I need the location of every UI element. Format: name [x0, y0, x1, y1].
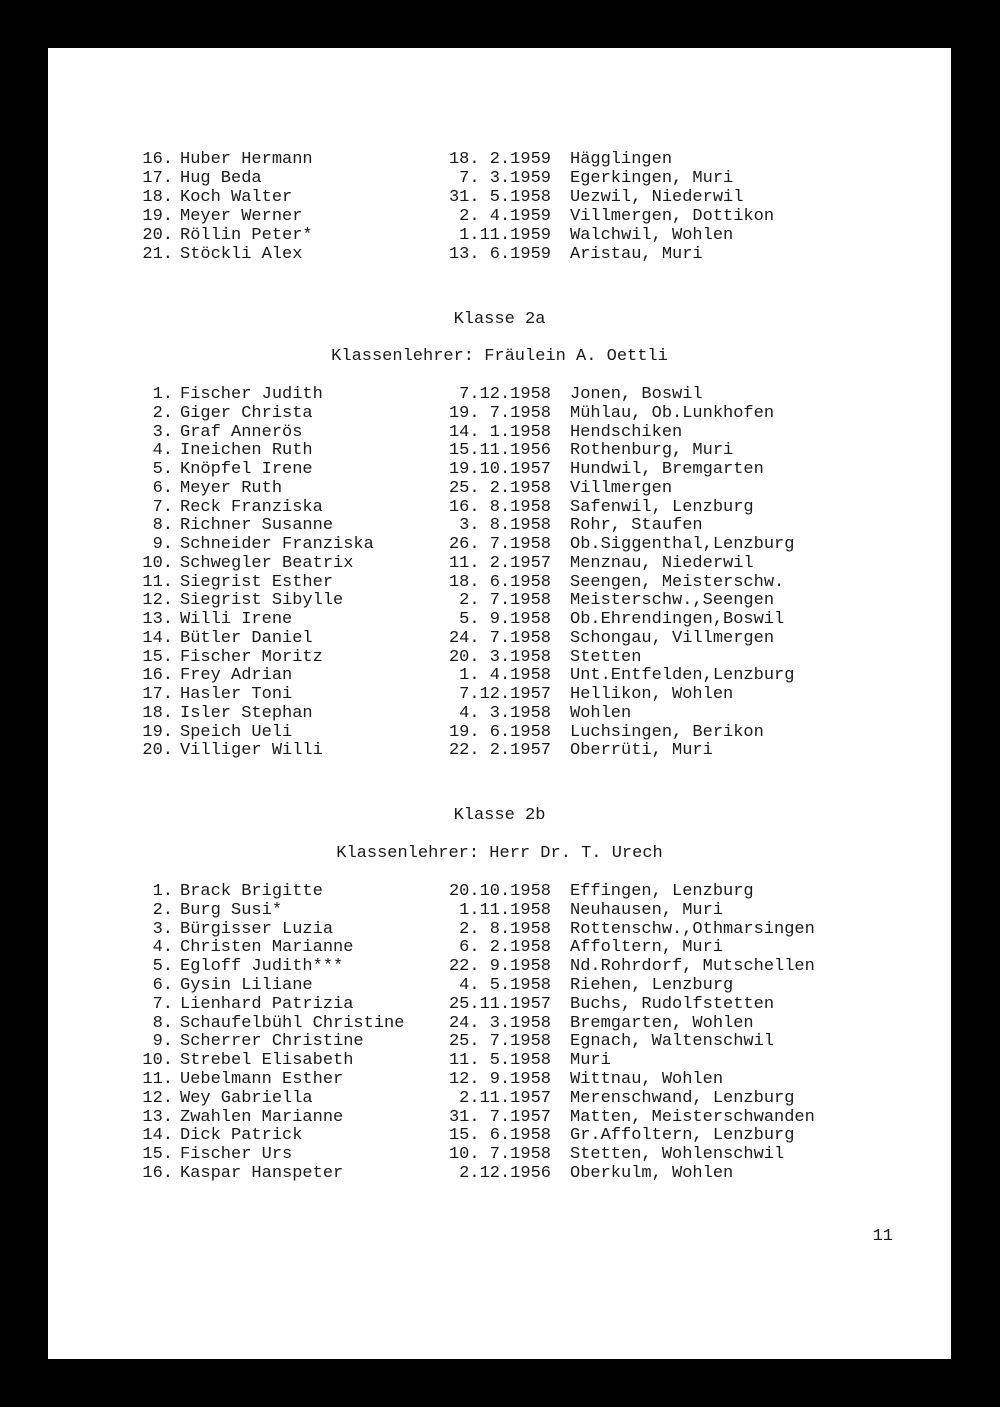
student-num: 3.: [152, 422, 173, 442]
student-date: 1.11.1958: [459, 900, 551, 920]
student-date: 19. 7.1958: [448, 403, 551, 423]
student-num: 18.: [142, 187, 173, 207]
student-name: Gysin Liliane: [180, 976, 313, 995]
student-name: Ineichen Ruth: [180, 441, 313, 461]
student-name: Meyer Werner: [180, 206, 303, 226]
student-num: 13.: [142, 1107, 173, 1127]
student-row: [48, 226, 951, 245]
student-place: Villmergen: [570, 478, 673, 498]
student-place: Muri: [570, 1051, 611, 1071]
student-place: Rottenschw.,Othmarsingen: [570, 919, 815, 939]
student-num: 8.: [152, 1013, 173, 1033]
student-row: [48, 741, 951, 760]
student-place: Jonen, Boswil: [570, 385, 703, 404]
student-name: Hasler Toni: [180, 685, 293, 705]
student-row: [48, 1108, 951, 1127]
student-date: 2. 7.1958: [459, 591, 551, 611]
student-name: Knöpfel Irene: [180, 460, 313, 480]
student-place: Nd.Rohrdorf, Mutschellen: [570, 957, 815, 977]
student-num: 19.: [142, 722, 173, 742]
student-row: [48, 150, 951, 169]
student-name: Uebelmann Esther: [180, 1070, 344, 1089]
student-row: [48, 685, 951, 704]
student-place: Aristau, Muri: [570, 244, 703, 264]
student-place: Walchwil, Wohlen: [570, 225, 734, 245]
student-date: 22. 2.1957: [448, 741, 551, 761]
student-date: 15. 6.1958: [448, 1126, 551, 1146]
student-num: 21.: [142, 244, 173, 264]
student-date: 7.12.1957: [459, 685, 551, 705]
student-name: Graf Annerös: [180, 422, 303, 442]
student-row: [48, 573, 951, 592]
student-place: Unt.Entfelden,Lenzburg: [570, 666, 795, 686]
student-date: 12. 9.1958: [448, 1070, 551, 1089]
student-date: 4. 3.1958: [459, 703, 551, 723]
student-place: Neuhausen, Muri: [570, 900, 724, 920]
student-place: Bremgarten, Wohlen: [570, 1013, 754, 1033]
student-num: 2.: [152, 900, 173, 920]
student-num: 11.: [142, 1070, 173, 1089]
student-place: Hendschiken: [570, 422, 683, 442]
student-row: [48, 610, 951, 629]
student-num: 14.: [142, 1126, 173, 1146]
student-row: [48, 245, 951, 264]
student-place: Hundwil, Bremgarten: [570, 460, 764, 480]
student-num: 18.: [142, 703, 173, 723]
student-date: 24. 3.1958: [448, 1013, 551, 1033]
student-place: Egerkingen, Muri: [570, 168, 734, 188]
student-name: Röllin Peter*: [180, 225, 313, 245]
student-num: 16.: [142, 150, 173, 169]
student-place: Uezwil, Niederwil: [570, 187, 744, 207]
student-row: [48, 1126, 951, 1145]
student-name: Villiger Willi: [180, 741, 323, 761]
student-num: 7.: [152, 994, 173, 1014]
student-place: Merenschwand, Lenzburg: [570, 1088, 795, 1108]
student-place: Oberkulm, Wohlen: [570, 1164, 734, 1183]
student-name: Schwegler Beatrix: [180, 553, 354, 573]
class-2a-teacher: Klassenlehrer: Fräulein A. Oettli: [331, 347, 668, 366]
student-name: Isler Stephan: [180, 703, 313, 723]
student-num: 4.: [152, 441, 173, 461]
student-num: 1.: [152, 385, 173, 404]
student-row: [48, 1051, 951, 1070]
student-date: 18. 2.1959: [448, 150, 551, 169]
student-name: Christen Marianne: [180, 938, 354, 958]
student-date: 5. 9.1958: [459, 610, 551, 630]
student-date: 31. 5.1958: [448, 187, 551, 207]
student-row: [48, 976, 951, 995]
student-date: 24. 7.1958: [448, 628, 551, 648]
student-name: Willi Irene: [180, 610, 293, 630]
student-place: Riehen, Lenzburg: [570, 976, 734, 995]
student-date: 16. 8.1958: [448, 497, 551, 517]
student-place: Stetten: [570, 647, 642, 667]
student-name: Strebel Elisabeth: [180, 1051, 354, 1071]
student-row: [48, 385, 951, 404]
student-num: 15.: [142, 1145, 173, 1165]
student-name: Fischer Urs: [180, 1145, 293, 1165]
student-num: 3.: [152, 919, 173, 939]
student-name: Siegrist Sibylle: [180, 591, 344, 611]
student-date: 1. 4.1958: [459, 666, 551, 686]
student-row: [48, 423, 951, 442]
student-num: 10.: [142, 553, 173, 573]
student-num: 14.: [142, 628, 173, 648]
class-2a-heading: Klasse 2a: [453, 310, 546, 329]
student-date: 14. 1.1958: [448, 422, 551, 442]
student-num: 9.: [152, 1032, 173, 1052]
student-num: 20.: [142, 225, 173, 245]
student-num: 12.: [142, 591, 173, 611]
student-row: [48, 629, 951, 648]
student-date: 20.10.1958: [448, 882, 551, 901]
student-date: 7.12.1958: [459, 385, 551, 404]
student-row: [48, 498, 951, 517]
student-date: 25. 7.1958: [448, 1032, 551, 1052]
student-name: Schneider Franziska: [180, 535, 374, 555]
student-row: [48, 995, 951, 1014]
student-row: [48, 723, 951, 742]
student-place: Wohlen: [570, 703, 632, 723]
student-name: Huber Hermann: [180, 150, 313, 169]
student-date: 2.11.1957: [459, 1088, 551, 1108]
student-name: Dick Patrick: [180, 1126, 303, 1146]
student-date: 1.11.1959: [459, 225, 551, 245]
student-place: Safenwil, Lenzburg: [570, 497, 754, 517]
student-num: 9.: [152, 535, 173, 555]
student-row: [48, 938, 951, 957]
student-date: 15.11.1956: [448, 441, 551, 461]
student-row: [48, 901, 951, 920]
student-num: 17.: [142, 685, 173, 705]
student-name: Scherrer Christine: [180, 1032, 364, 1052]
student-date: 20. 3.1958: [448, 647, 551, 667]
student-num: 16.: [142, 1164, 173, 1183]
student-num: 1.: [152, 882, 173, 901]
student-place: Egnach, Waltenschwil: [570, 1032, 775, 1052]
student-num: 6.: [152, 976, 173, 995]
student-name: Wey Gabriella: [180, 1088, 313, 1108]
student-date: 11. 2.1957: [448, 553, 551, 573]
student-date: 26. 7.1958: [448, 535, 551, 555]
student-place: Villmergen, Dottikon: [570, 206, 775, 226]
student-date: 3. 8.1958: [459, 516, 551, 536]
student-row: [48, 882, 951, 901]
student-place: Hellikon, Wohlen: [570, 685, 734, 705]
student-name: Hug Beda: [180, 168, 262, 188]
student-place: Effingen, Lenzburg: [570, 882, 754, 901]
student-row: [48, 188, 951, 207]
student-place: Rohr, Staufen: [570, 516, 703, 536]
student-date: 31. 7.1957: [448, 1107, 551, 1127]
student-num: 13.: [142, 610, 173, 630]
student-place: Matten, Meisterschwanden: [570, 1107, 815, 1127]
student-place: Schongau, Villmergen: [570, 628, 775, 648]
student-place: Gr.Affoltern, Lenzburg: [570, 1126, 795, 1146]
student-place: Hägglingen: [570, 150, 673, 169]
student-row: [48, 535, 951, 554]
student-date: 11. 5.1958: [448, 1051, 551, 1071]
student-name: Bürgisser Luzia: [180, 919, 334, 939]
student-num: 4.: [152, 938, 173, 958]
class-2b-heading: Klasse 2b: [453, 806, 546, 825]
student-row: [48, 516, 951, 535]
student-row: [48, 169, 951, 188]
student-row: [48, 460, 951, 479]
student-name: Meyer Ruth: [180, 478, 283, 498]
student-name: Stöckli Alex: [180, 244, 303, 264]
student-name: Frey Adrian: [180, 666, 293, 686]
student-date: 7. 3.1959: [459, 168, 551, 188]
student-row: [48, 591, 951, 610]
student-row: [48, 704, 951, 723]
student-num: 5.: [152, 957, 173, 977]
student-place: Luchsingen, Berikon: [570, 722, 764, 742]
student-row: [48, 441, 951, 460]
student-place: Mühlau, Ob.Lunkhofen: [570, 403, 775, 423]
student-place: Seengen, Meisterschw.: [570, 572, 785, 592]
student-row: [48, 1089, 951, 1108]
student-num: 8.: [152, 516, 173, 536]
student-row: [48, 1070, 951, 1089]
student-num: 20.: [142, 741, 173, 761]
student-num: 7.: [152, 497, 173, 517]
student-date: 25.11.1957: [448, 994, 551, 1014]
student-date: 19. 6.1958: [448, 722, 551, 742]
student-name: Reck Franziska: [180, 497, 323, 517]
student-place: Wittnau, Wohlen: [570, 1070, 724, 1089]
student-date: 19.10.1957: [448, 460, 551, 480]
student-name: Brack Brigitte: [180, 882, 323, 901]
student-place: Ob.Ehrendingen,Boswil: [570, 610, 785, 630]
student-row: [48, 404, 951, 423]
student-name: Egloff Judith***: [180, 957, 344, 977]
student-date: 25. 2.1958: [448, 478, 551, 498]
student-name: Richner Susanne: [180, 516, 334, 536]
student-place: Affoltern, Muri: [570, 938, 724, 958]
student-num: 12.: [142, 1088, 173, 1108]
student-row: [48, 1014, 951, 1033]
student-place: Menznau, Niederwil: [570, 553, 754, 573]
student-row: [48, 207, 951, 226]
student-name: Bütler Daniel: [180, 628, 313, 648]
student-row: [48, 1145, 951, 1164]
student-name: Siegrist Esther: [180, 572, 334, 592]
student-row: [48, 957, 951, 976]
student-num: 15.: [142, 647, 173, 667]
student-name: Burg Susi*: [180, 900, 283, 920]
student-date: 13. 6.1959: [448, 244, 551, 264]
student-date: 10. 7.1958: [448, 1145, 551, 1165]
student-date: 2. 4.1959: [459, 206, 551, 226]
student-name: Fischer Moritz: [180, 647, 323, 667]
student-place: Rothenburg, Muri: [570, 441, 734, 461]
student-place: Buchs, Rudolfstetten: [570, 994, 775, 1014]
student-date: 22. 9.1958: [448, 957, 551, 977]
page-number: 11: [872, 1227, 893, 1246]
student-row: [48, 1032, 951, 1051]
class-2b-teacher: Klassenlehrer: Herr Dr. T. Urech: [336, 844, 663, 863]
student-name: Speich Ueli: [180, 722, 293, 742]
student-place: Ob.Siggenthal,Lenzburg: [570, 535, 795, 555]
student-num: 5.: [152, 460, 173, 480]
student-num: 16.: [142, 666, 173, 686]
student-row: [48, 648, 951, 667]
student-name: Schaufelbühl Christine: [180, 1013, 405, 1033]
student-name: Kaspar Hanspeter: [180, 1164, 344, 1183]
student-name: Giger Christa: [180, 403, 313, 423]
student-num: 17.: [142, 168, 173, 188]
student-row: [48, 666, 951, 685]
student-row: [48, 479, 951, 498]
student-name: Koch Walter: [180, 187, 293, 207]
student-date: 2.12.1956: [459, 1164, 551, 1183]
student-num: 11.: [142, 572, 173, 592]
student-date: 6. 2.1958: [459, 938, 551, 958]
student-row: [48, 554, 951, 573]
student-num: 10.: [142, 1051, 173, 1071]
student-num: 2.: [152, 403, 173, 423]
student-num: 6.: [152, 478, 173, 498]
student-num: 19.: [142, 206, 173, 226]
student-name: Lienhard Patrizia: [180, 994, 354, 1014]
student-name: Zwahlen Marianne: [180, 1107, 344, 1127]
student-place: Meisterschw.,Seengen: [570, 591, 775, 611]
student-place: Stetten, Wohlenschwil: [570, 1145, 785, 1165]
student-date: 4. 5.1958: [459, 976, 551, 995]
student-row: [48, 1164, 951, 1183]
student-date: 2. 8.1958: [459, 919, 551, 939]
student-date: 18. 6.1958: [448, 572, 551, 592]
student-place: Oberrüti, Muri: [570, 741, 713, 761]
student-name: Fischer Judith: [180, 385, 323, 404]
student-row: [48, 920, 951, 939]
document-page: [48, 48, 951, 1359]
